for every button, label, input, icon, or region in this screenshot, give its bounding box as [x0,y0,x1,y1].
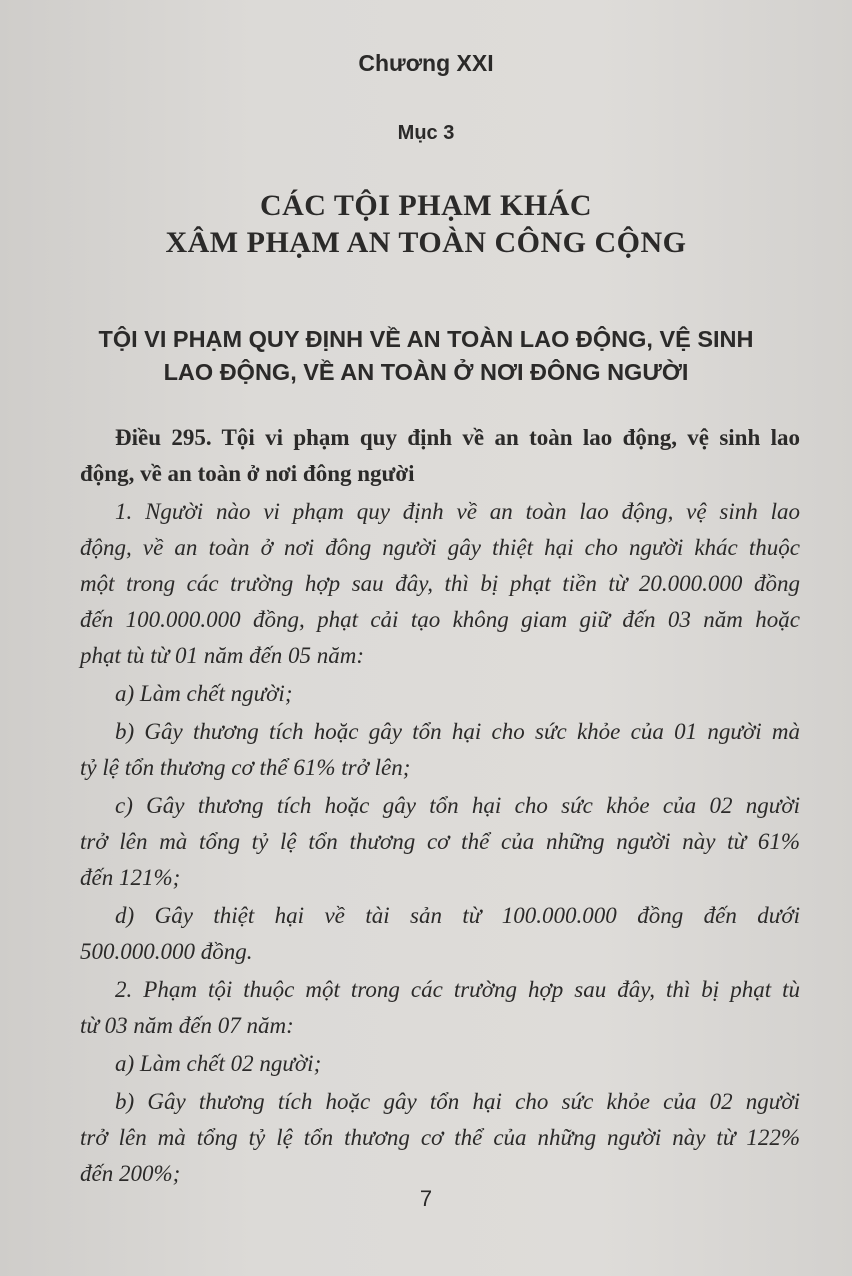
text-line: c) Gây thương tích hoặc gây tổn hại cho sức khỏe của 02 người [115,793,800,818]
chapter-heading: Chương XXI [358,50,494,76]
text-line: a) Làm chết người; [115,681,293,706]
clause-paragraph [80,676,800,712]
article-body [80,420,800,1194]
text-line: động, về an toàn ở nơi đông người gây thiệt hại cho người khác thuộc [80,535,800,560]
text-line: một trong các trường hợp sau đây, thì bị phạt tiền từ 20.000.000 đồng [80,571,800,596]
offense-heading [0,323,852,389]
text-line: đến 100.000.000 đồng, phạt cải tạo không giam giữ đến 03 năm hoặc [80,607,800,632]
text-line: tỷ lệ tổn thương cơ thể 61% trở lên; [80,755,411,780]
clause-paragraph [80,898,800,970]
text-line: trở lên mà tổng tỷ lệ tổn thương cơ thể của những người này từ 61% [80,829,800,854]
text-line: đến 121%; [80,865,181,890]
text-line: d) Gây thiệt hại về tài sản từ 100.000.000 đồng đến dưới [115,903,800,928]
clause-paragraph [80,788,800,896]
text-line: đến 200%; [80,1161,181,1186]
clause-paragraph [80,494,800,674]
offense-heading-line: TỘI VI PHẠM QUY ĐỊNH VỀ AN TOÀN LAO ĐỘNG, VỆ SINH [98,326,754,352]
text-line: từ 03 năm đến 07 năm: [80,1013,294,1038]
clause-paragraph [80,1084,800,1192]
text-line: trở lên mà tổng tỷ lệ tổn thương cơ thể của những người này từ 122% [80,1125,800,1150]
offense-heading-line: LAO ĐỘNG, VỀ AN TOÀN Ở NƠI ĐÔNG NGƯỜI [163,359,689,385]
text-line: b) Gây thương tích hoặc gây tổn hại cho sức khỏe của 01 người mà [115,719,800,744]
section-heading: Mục 3 [397,122,455,144]
clause-paragraph [80,1046,800,1082]
part-title-line: CÁC TỘI PHẠM KHÁC [259,189,593,222]
text-line: 500.000.000 đồng. [80,939,253,964]
text-line: 1. Người nào vi phạm quy định về an toàn lao động, vệ sinh lao [115,499,800,524]
text-line: 2. Phạm tội thuộc một trong các trường hợp sau đây, thì bị phạt tù [115,977,800,1002]
article-heading [80,420,800,492]
part-title-line: XÂM PHẠM AN TOÀN CÔNG CỘNG [165,226,687,259]
text-line: a) Làm chết 02 người; [115,1051,322,1076]
clause-paragraph [80,972,800,1044]
text-line: b) Gây thương tích hoặc gây tổn hại cho sức khỏe của 02 người [115,1089,800,1114]
clause-paragraph [80,714,800,786]
page-number: 7 [419,1186,433,1211]
text-line: Điều 295. Tội vi phạm quy định về an toàn lao động, vệ sinh lao [115,425,800,450]
text-line: phạt tù từ 01 năm đến 05 năm: [80,643,365,668]
part-title [0,187,852,261]
text-line: động, về an toàn ở nơi đông người [80,461,415,486]
